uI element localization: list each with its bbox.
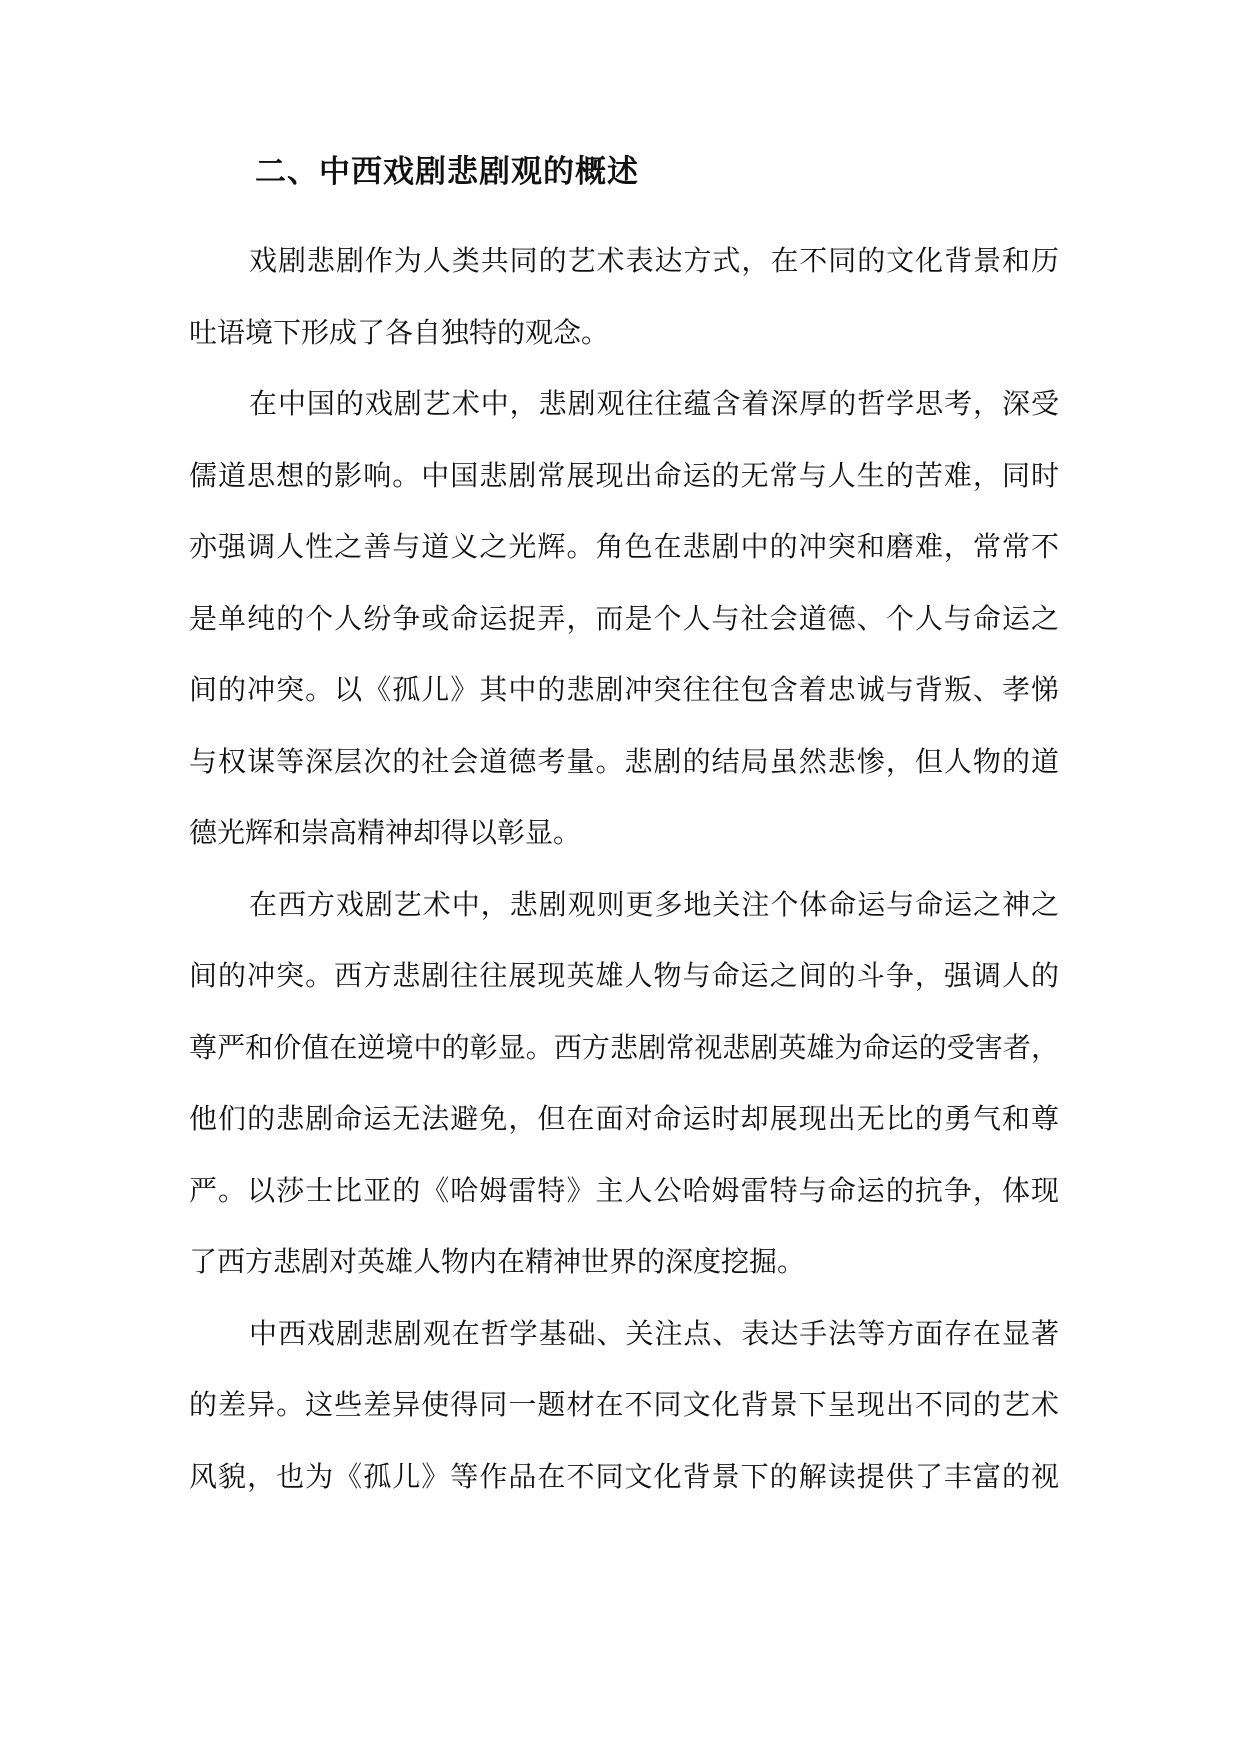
text-line: 间的冲突。以《孤儿》其中的悲剧冲突往往包含着忠诚与背叛、孝悌 [189, 673, 1059, 706]
text-line: 的差异。这些差异使得同一题材在不同文化背景下呈现出不同的艺术 [189, 1388, 1059, 1421]
text-line: 德光辉和崇高精神却得以彰显。 [189, 816, 582, 849]
text-line: 他们的悲剧命运无法避免，但在面对命运时却展现出无比的勇气和尊 [189, 1102, 1059, 1135]
text-line: 在西方戏剧艺术中，悲剧观则更多地关注个体命运与命运之神之 [249, 887, 1059, 921]
text-line: 严。以莎士比亚的《哈姆雷特》主人公哈姆雷特与命运的抗争，体现 [189, 1173, 1059, 1207]
text-line: 了西方悲剧对英雄人物内在精神世界的深度挖掘。 [189, 1245, 806, 1278]
text-line: 戏剧悲剧作为人类共同的艺术表达方式，在不同的文化背景和历 [249, 244, 1059, 277]
text-line: 间的冲突。西方悲剧往往展现英雄人物与命运之间的斗争，强调人的 [189, 959, 1059, 992]
text-line: 亦强调人性之善与道义之光辉。角色在悲剧中的冲突和磨难，常常不 [189, 530, 1059, 563]
text-line: 尊严和价值在逆境中的彰显。西方悲剧常视悲剧英雄为命运的受害者， [189, 1030, 1059, 1064]
text-line: 吐语境下形成了各自独特的观念。 [189, 315, 610, 349]
body-text [189, 225, 1059, 1512]
text-line: 与权谋等深层次的社会道德考量。悲剧的结局虽然悲惨，但人物的道 [189, 744, 1059, 778]
text-line: 是单纯的个人纷争或命运捉弄，而是个人与社会道德、个人与命运之 [189, 601, 1059, 635]
text-line: 儒道思想的影响。中国悲剧常展现出命运的无常与人生的苦难，同时 [189, 458, 1059, 492]
text-line: 在中国的戏剧艺术中，悲剧观往往蕴含着深厚的哲学思考，深受 [249, 387, 1059, 420]
text-line: 风貌，也为《孤儿》等作品在不同文化背景下的解读提供了丰富的视 [189, 1459, 1059, 1493]
section-heading: 二、中西戏剧悲剧观的概述 [255, 154, 639, 190]
text-line: 中西戏剧悲剧观在哲学基础、关注点、表达手法等方面存在显著 [249, 1316, 1059, 1350]
